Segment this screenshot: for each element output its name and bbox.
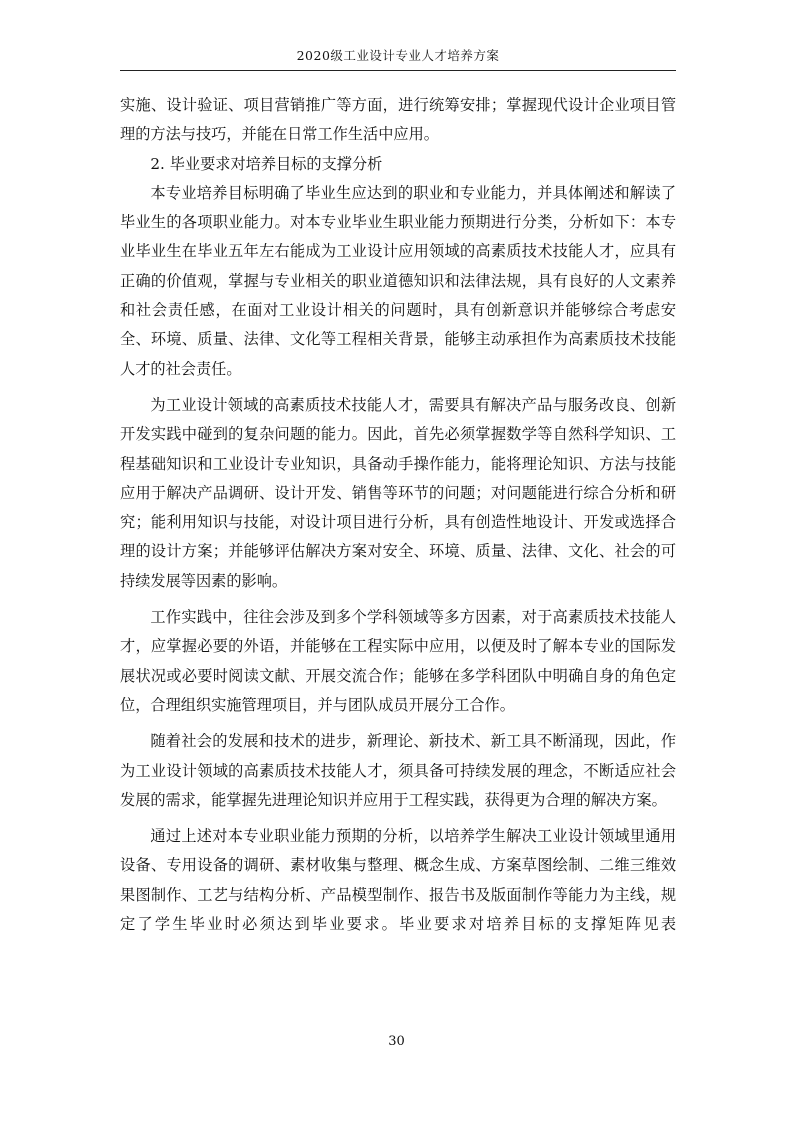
page-number: 30 [388, 1034, 405, 1049]
paragraph: 为工业设计领域的高素质技术技能人才，需要具有解决产品与服务改良、创新开发实践中碰到的复杂问题的能力。因此，首先必须掌握数学等自然科学知识、工程基础知识和工业设计专业知识，具备动手操作能力，能将理论知识、方法与技能应用于解决产品调研、设计开发、销售等环节的问题；对问题能进行综合分析和研究；能利用知识与技能，对设计项目进行分析，具有创造性地设计、开发或选择合理的设计方案；并能够评估解决方案对安全、环境、质量、法律、文化、社会的可持续发展等因素的影响。 [120, 395, 676, 590]
paragraph: 本专业培养目标明确了毕业生应达到的职业和专业能力，并具体阐述和解读了毕业生的各项职业能力。对本专业毕业生职业能力预期进行分类，分析如下：本专业毕业生在毕业五年左右能成为工业设计应用领域的高素质技术技能人才，应具有正确的价值观，掌握与专业相关的职业道德知识和法律法规，具有良好的人文素养和社会责任感，在面对工业设计相关的问题时，具有创新意识并能够综合考虑安全、环境、质量、法律、文化等工程相关背景，能够主动承担作为高素质技术技能人才的社会责任。 [120, 183, 676, 378]
body-text [120, 91, 676, 939]
section-heading: 2. 毕业要求对培养目标的支撑分析 [150, 154, 383, 173]
header-rule [120, 70, 676, 71]
paragraph: 工作实践中，往往会涉及到多个学科领域等多方因素，对于高素质技术技能人才，应掌握必要的外语，并能够在工程实际中应用，以便及时了解本专业的国际发展状况或必要时阅读文献、开展交流合作；能够在多学科团队中明确自身的角色定位，合理组织实施管理项目，并与团队成员开展分工合作。 [120, 608, 676, 714]
running-header: 2020级工业设计专业人才培养方案 [296, 48, 500, 63]
paragraph-continuation: 实施、设计验证、项目营销推广等方面，进行统筹安排；掌握现代设计企业项目管理的方法与技巧，并能在日常工作生活中应用。 [120, 96, 676, 144]
paragraph: 通过上述对本专业职业能力预期的分析，以培养学生解决工业设计领域里通用设备、专用设备的调研、素材收集与整理、概念生成、方案草图绘制、二维三维效果图制作、工艺与结构分析、产品模型制作、报告书及版面制作等能力为主线，规定了学生毕业时必须达到毕业要求。毕业要求对培养目标的支撑矩阵见表 [120, 827, 676, 934]
paragraph: 随着社会的发展和技术的进步，新理论、新技术、新工具不断涌现，因此，作为工业设计领域的高素质技术技能人才，须具备可持续发展的理念，不断适应社会发展的需求，能掌握先进理论知识并应用于工程实践，获得更为合理的解决方案。 [120, 732, 676, 809]
